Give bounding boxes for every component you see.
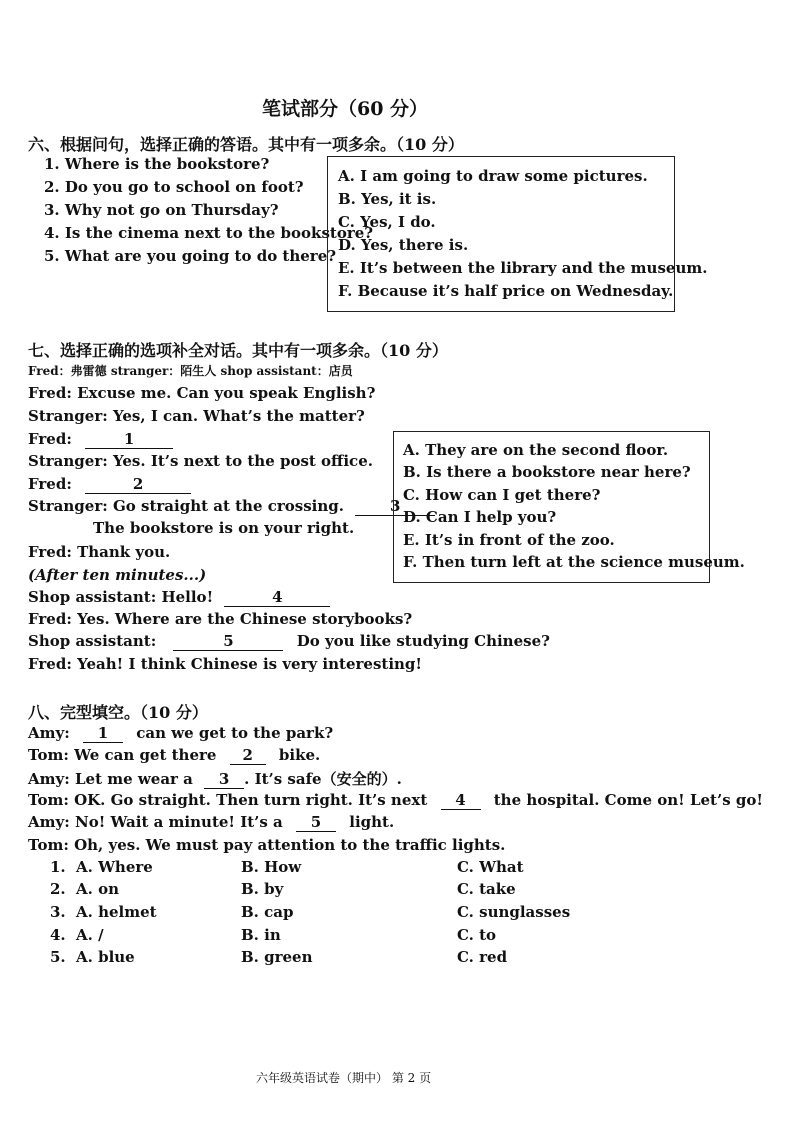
s8-choice-3-c: C. sunglasses (457, 903, 571, 921)
s8-choice-4-a: A. / (76, 926, 104, 944)
section8-heading: 八、完型填空。（10 分） (28, 703, 208, 722)
s8-line-3 (28, 768, 402, 789)
s7-blank-1[interactable]: 1 (85, 430, 173, 449)
s7-option-b: B. Is there a bookstore near here? (403, 463, 691, 481)
s8-line-2 (28, 746, 320, 765)
s8-line-1-label: Amy: (28, 724, 70, 742)
s7-line-12-text: Shop assistant: (28, 632, 157, 650)
s6-option-d: D. Yes, there is. (338, 236, 469, 254)
s8-line-5 (28, 813, 394, 832)
s7-line-10 (28, 588, 330, 607)
s6-option-e: E. It’s between the library and the museum. (338, 259, 708, 277)
s8-choice-3-a: A. helmet (76, 903, 157, 921)
s8-choice-2-c: C. take (457, 880, 516, 898)
s8-line-1 (28, 724, 333, 743)
s6-option-a: A. I am going to draw some pictures. (338, 167, 648, 185)
s8-blank-2[interactable]: 2 (230, 746, 266, 765)
s6-question-1: 1. Where is the bookstore? (44, 155, 270, 173)
s7-line-3 (28, 430, 173, 449)
s7-line-4: Stranger: Yes. It’s next to the post office. (28, 452, 373, 470)
s8-choice-3-b: B. cap (241, 903, 294, 921)
s8-line-4-pre: Tom: OK. Go straight. Then turn right. It’s next (28, 791, 428, 809)
s8-choice-1-b: B. How (241, 858, 302, 876)
s8-line-5-post: light. (349, 813, 395, 831)
s8-choice-4-num: 4. (50, 926, 66, 944)
s7-line-3-label: Fred: (28, 430, 72, 448)
s7-blank-2[interactable]: 2 (85, 475, 191, 494)
s7-line-6-text: Stranger: Go straight at the crossing. (28, 497, 344, 515)
s6-option-f: F. Because it’s half price on Wednesday. (338, 282, 674, 300)
s7-blank-3[interactable]: 3 (355, 497, 435, 516)
s8-choice-2-num: 2. (50, 880, 66, 898)
s8-blank-1[interactable]: 1 (83, 724, 123, 743)
s7-line-5 (28, 475, 191, 494)
s7-line-5-label: Fred: (28, 475, 72, 493)
s7-option-f: F. Then turn left at the science museum. (403, 553, 745, 571)
s7-line-1: Fred: Excuse me. Can you speak English? (28, 384, 376, 402)
s7-line-12 (28, 632, 550, 651)
s8-choice-2-a: A. on (76, 880, 119, 898)
s6-question-5: 5. What are you going to do there? (44, 247, 337, 265)
s8-blank-5[interactable]: 5 (296, 813, 336, 832)
s8-line-3-pre: Amy: Let me wear a (28, 770, 193, 788)
s8-line-4-post: the hospital. Come on! Let’s go! (493, 791, 763, 809)
s7-line-7: The bookstore is on your right. (93, 519, 355, 537)
s6-question-3: 3. Why not go on Thursday? (44, 201, 279, 219)
s7-line-2: Stranger: Yes, I can. What’s the matter? (28, 407, 365, 425)
s8-line-2-post: bike. (278, 746, 321, 764)
s7-line-11: Fred: Yes. Where are the Chinese storybooks? (28, 610, 413, 628)
s8-blank-4[interactable]: 4 (441, 791, 481, 810)
page-title: 笔试部分（60 分） (262, 98, 429, 120)
s7-line-6 (28, 497, 435, 516)
s8-choice-5-c: C. red (457, 948, 508, 966)
section7-heading: 七、选择正确的选项补全对话。其中有一项多余。（10 分） (28, 341, 448, 360)
s7-option-d: D. Can I help you? (403, 508, 557, 526)
s8-choice-5-num: 5. (50, 948, 66, 966)
s8-choice-5-a: A. blue (76, 948, 135, 966)
s7-line-13: Fred: Yeah! I think Chinese is very interesting! (28, 655, 422, 673)
s8-line-5-pre: Amy: No! Wait a minute! It’s a (28, 813, 283, 831)
s7-option-a: A. They are on the second floor. (403, 441, 669, 459)
s7-glossary: Fred：弗雷德 stranger：陌生人 shop assistant：店员 (28, 364, 353, 378)
s8-line-3-post: . It’s safe（安全的）. (244, 770, 402, 788)
s7-line-9: (After ten minutes...) (28, 566, 207, 584)
s8-choice-4-c: C. to (457, 926, 497, 944)
s8-choice-3-num: 3. (50, 903, 66, 921)
s8-line-2-pre: Tom: We can get there (28, 746, 217, 764)
s7-option-e: E. It’s in front of the zoo. (403, 531, 615, 549)
s8-line-1-post: can we get to the park? (136, 724, 334, 742)
s8-line-4 (28, 791, 763, 810)
page-footer: 六年级英语试卷（期中） 第 2 页 (256, 1071, 432, 1085)
s6-option-c: C. Yes, I do. (338, 213, 436, 231)
s8-choice-1-c: C. What (457, 858, 524, 876)
s8-line-6: Tom: Oh, yes. We must pay attention to the traffic lights. (28, 836, 506, 854)
s7-blank-5[interactable]: 5 (173, 632, 283, 651)
s7-blank-4[interactable]: 4 (224, 588, 330, 607)
s8-choice-1-num: 1. (50, 858, 66, 876)
s8-choice-5-b: B. green (241, 948, 313, 966)
s8-blank-3[interactable]: 3 (204, 770, 244, 789)
s8-choice-1-a: A. Where (76, 858, 153, 876)
section6-heading: 六、根据问句，选择正确的答语。其中有一项多余。（10 分） (28, 135, 464, 154)
s8-choice-4-b: B. in (241, 926, 281, 944)
s7-line-8: Fred: Thank you. (28, 543, 171, 561)
s7-line-10-text: Shop assistant: Hello! (28, 588, 214, 606)
s7-option-c: C. How can I get there? (403, 486, 601, 504)
s6-question-4: 4. Is the cinema next to the bookstore? (44, 224, 374, 242)
s6-question-2: 2. Do you go to school on foot? (44, 178, 304, 196)
s6-option-b: B. Yes, it is. (338, 190, 437, 208)
s7-line-12-post: Do you like studying Chinese? (296, 632, 550, 650)
s8-choice-2-b: B. by (241, 880, 284, 898)
